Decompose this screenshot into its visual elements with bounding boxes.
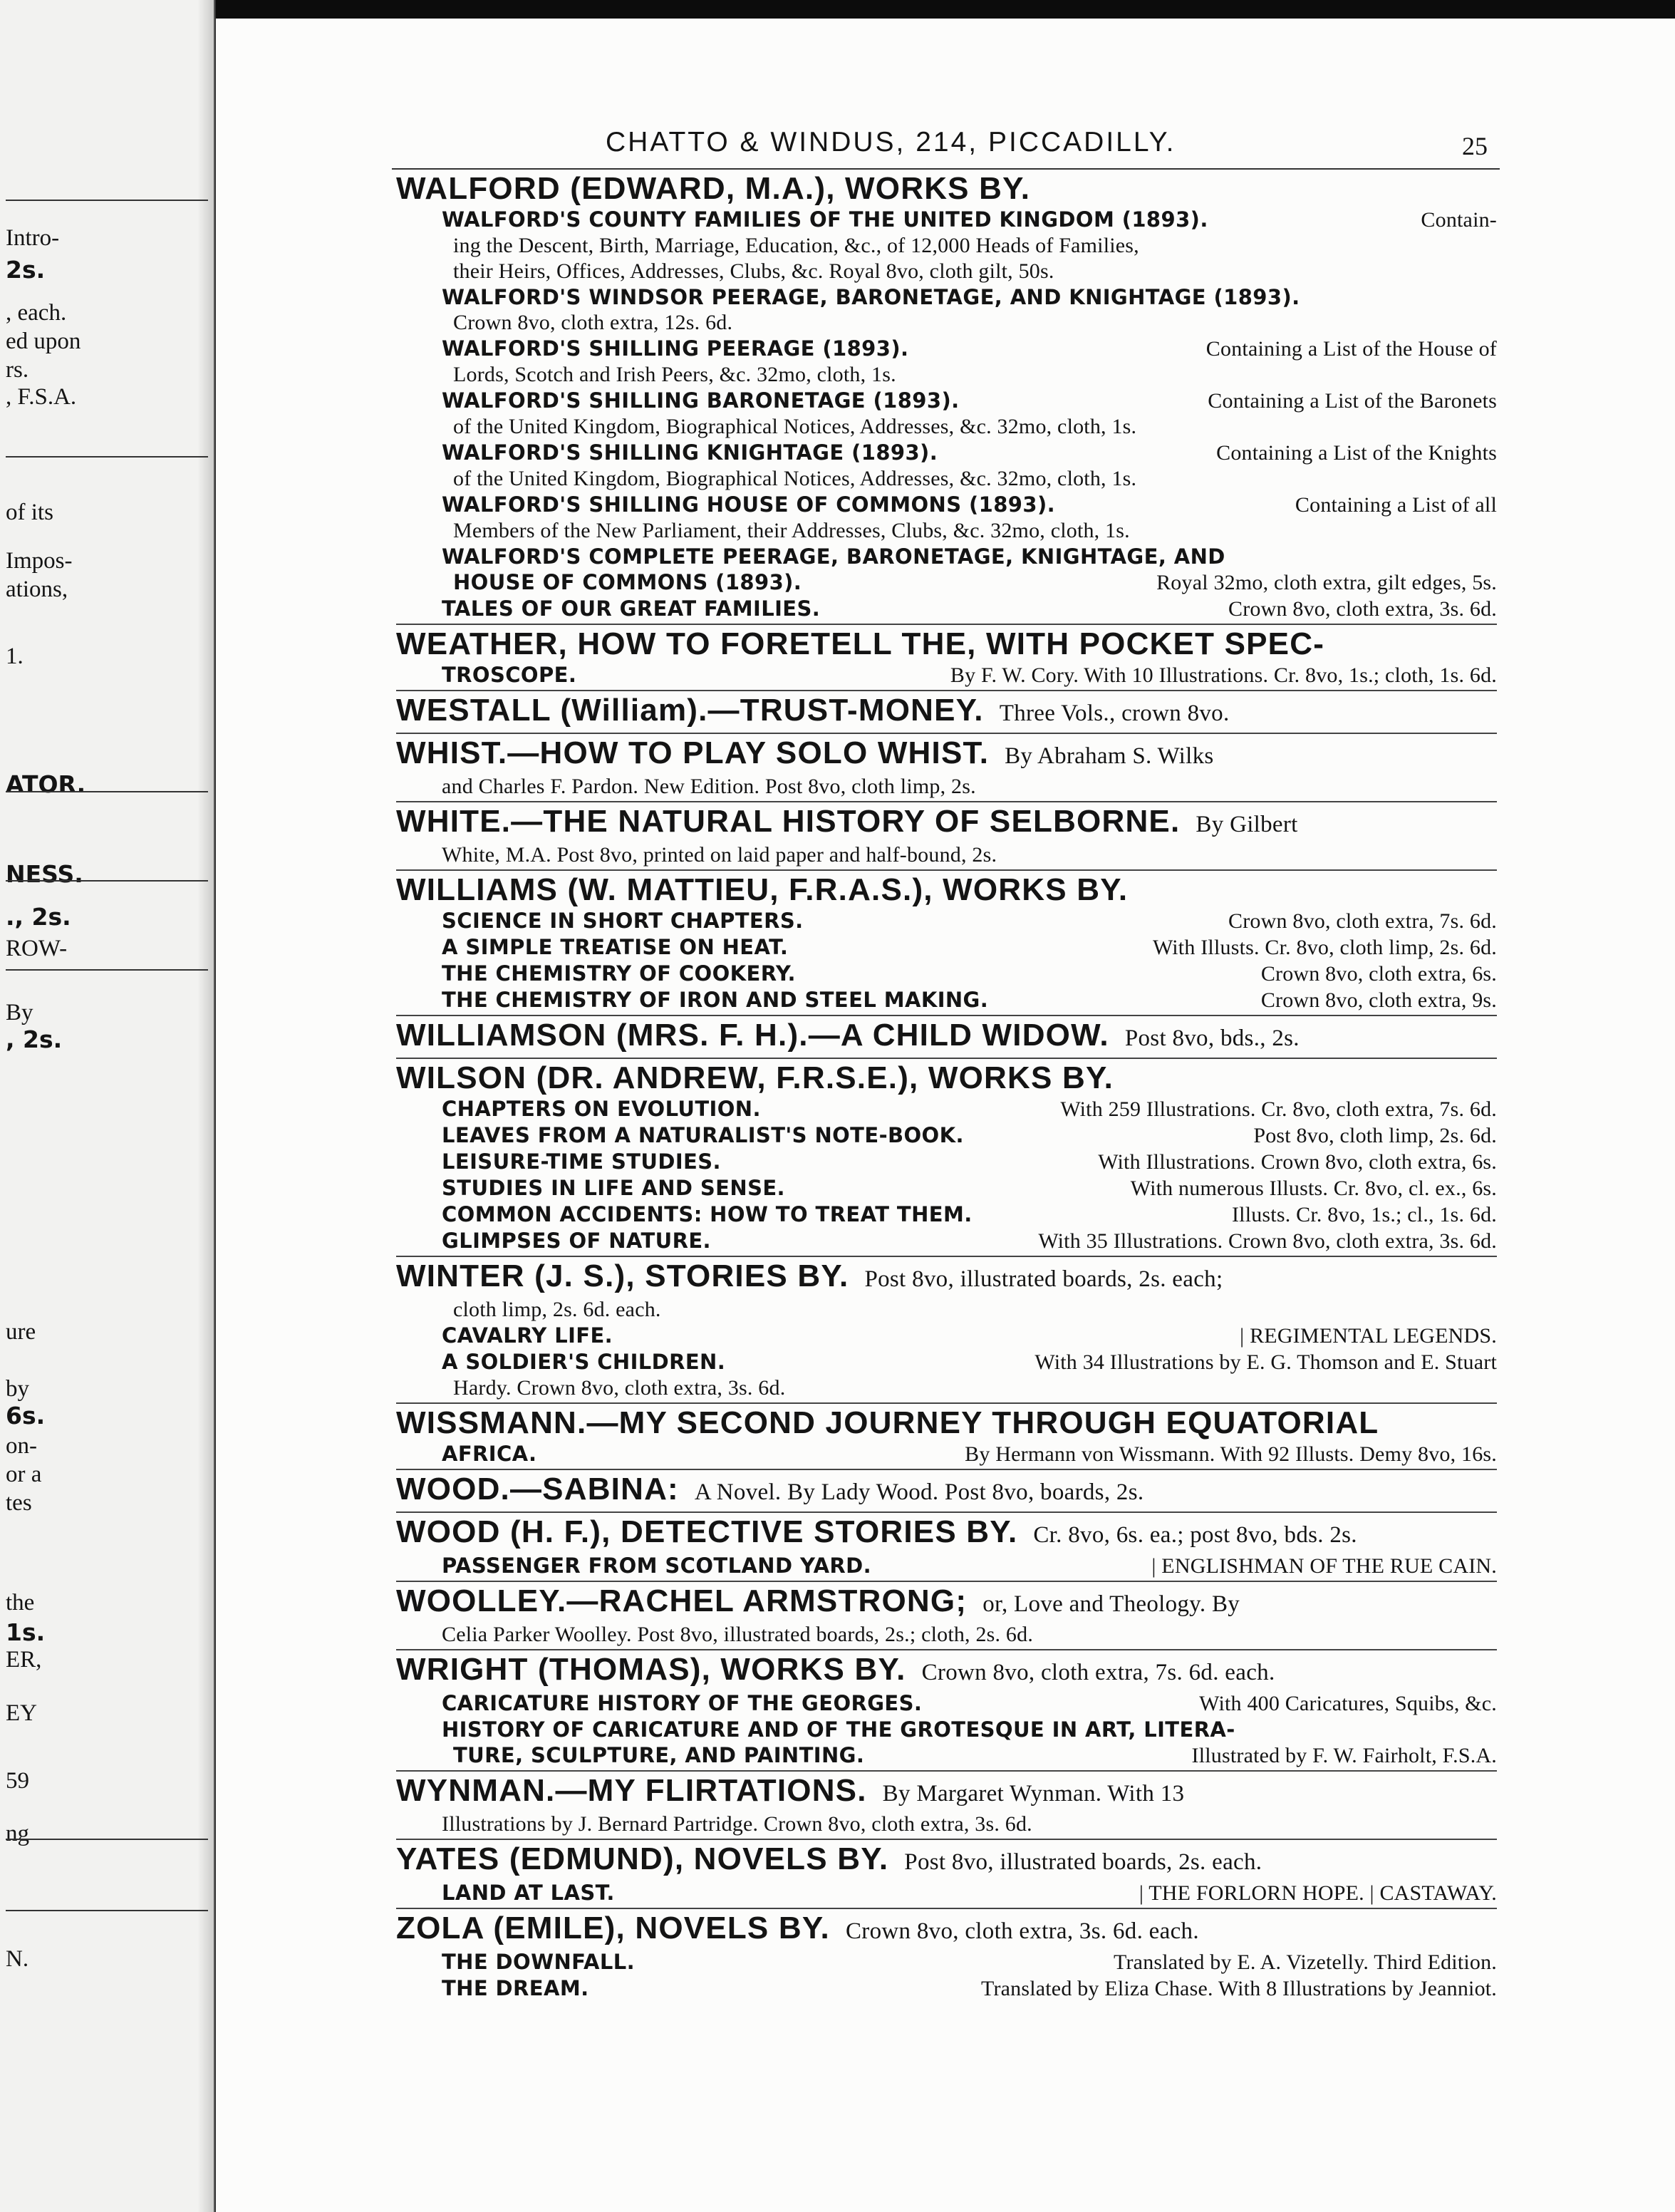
entry-heading [396,1472,1497,1510]
entry-line [396,908,1497,934]
entry-heading-detail: By Abraham S. Wilks [1005,743,1214,769]
book-title: TURE, SCULPTURE, AND PAINTING. [453,1743,865,1767]
catalogue-entry [396,1404,1497,1470]
entry-heading-main: WISSMANN.—MY SECOND JOURNEY THROUGH EQUATORIAL [396,1405,1379,1440]
facing-page-fragment-text: ations, [6,577,68,602]
book-title: THE CHEMISTRY OF COOKERY. [442,961,796,986]
catalogue-entry [396,170,1497,625]
facing-page-fragment [0,0,216,2212]
entry-heading-main: WESTALL (William).—TRUST-MONEY. [396,693,984,728]
facing-page-fragment-text: the [6,1590,35,1616]
entry-line [396,1717,1497,1742]
entry-line [396,1742,1497,1769]
book-description: Hardy. Crown 8vo, cloth extra, 3s. 6d. [453,1376,786,1400]
entry-heading-main: WEATHER, HOW TO FORETELL THE, WITH POCKET SPEC- [396,626,1325,661]
entry-line [396,662,1497,688]
entry-heading-main: WHIST.—HOW TO PLAY SOLO WHIST. [396,735,990,770]
catalogue-entry [396,1257,1497,1404]
entry-line [396,1122,1497,1149]
entry-line [396,259,1497,284]
entry-line [396,1149,1497,1175]
entry-heading [396,735,1497,774]
facing-page-fragment-text: 1s. [6,1618,46,1646]
book-description: their Heirs, Offices, Addresses, Clubs, &c. Royal 8vo, cloth gilt, 50s. [453,259,1054,283]
entry-heading-main: WILLIAMS (W. MATTIEU, F.R.A.S.), WORKS BY. [396,872,1129,907]
book-title: STUDIES IN LIFE AND SENSE. [442,1176,785,1200]
entry-line [396,1375,1497,1401]
facing-page-fragment-text: , each. [6,300,67,326]
entry-line [396,466,1497,492]
book-description: Members of the New Parliament, their Addresses, Clubs, &c. 32mo, cloth, 1s. [453,519,1130,542]
facing-page-fragment-text: ng [6,1821,29,1846]
book-title: WALFORD'S WINDSOR PEERAGE, BARONETAGE, AND KNIGHTAGE (1893). [442,285,1300,309]
book-description: With 400 Caricatures, Squibs, &c. [1199,1692,1497,1715]
facing-page-fragment-text: 6s. [6,1402,46,1430]
book-description: Translated by Eliza Chase. With 8 Illustrations by Jeanniot. [980,1977,1497,2000]
entry-line [396,1880,1497,1906]
facing-page-rule [6,969,208,971]
book-title: LEAVES FROM A NATURALIST'S NOTE-BOOK. [442,1123,964,1147]
book-description: By F. W. Cory. With 10 Illustrations. Cr. 8vo, 1s.; cloth, 1s. 6d. [950,663,1497,687]
catalogue-entry [396,1470,1497,1513]
entry-heading-main: WHITE.—THE NATURAL HISTORY OF SELBORNE. [396,804,1181,839]
book-title: GLIMPSES OF NATURE. [442,1229,711,1253]
entry-line [396,1812,1497,1837]
catalogue-entry [396,1016,1497,1059]
entry-line [396,1441,1497,1467]
facing-page-rule [6,791,208,792]
book-title: TALES OF OUR GREAT FAMILIES. [442,596,821,621]
book-title: WALFORD'S SHILLING HOUSE OF COMMONS (1893). [442,492,1056,517]
book-gutter [214,0,215,2212]
book-description: White, M.A. Post 8vo, printed on laid paper and half-bound, 2s. [442,843,997,867]
book-description: Crown 8vo, cloth extra, 9s. [1260,988,1497,1012]
facing-page-fragment-text: 2s. [6,256,46,284]
book-title: WALFORD'S SHILLING PEERAGE (1893). [442,336,909,361]
book-description: and Charles F. Pardon. New Edition. Post 8vo, cloth limp, 2s. [442,775,976,798]
facing-page-fragment-text: Impos- [6,548,73,574]
page-number: 25 [1462,132,1488,160]
facing-page-fragment-text: 59 [6,1768,29,1794]
entry-heading [396,171,1497,207]
entry-heading-main: WOOD (H. F.), DETECTIVE STORIES BY. [396,1514,1018,1549]
book-title: PASSENGER FROM SCOTLAND YARD. [442,1554,872,1578]
catalogue-entry [396,1840,1497,1909]
entry-heading [396,1583,1497,1622]
book-description: Translated by E. A. Vizetelly. Third Edition. [1114,1950,1497,1974]
book-description: With Illusts. Cr. 8vo, cloth limp, 2s. 6d. [1152,936,1497,959]
facing-page-fragment-text: ed upon [6,329,81,354]
facing-page-rule [6,200,208,201]
facing-page-fragment-text: on- [6,1433,37,1459]
entry-heading [396,1514,1497,1553]
entry-line [396,233,1497,259]
entry-line [396,414,1497,440]
book-description: Contain- [1421,208,1497,232]
facing-page-fragment-text: Intro- [6,225,60,251]
entry-heading [396,626,1497,662]
book-description: Containing a List of the Knights [1216,441,1497,465]
entry-line [396,1349,1497,1375]
entry-heading [396,1911,1497,1949]
entry-heading [396,1405,1497,1441]
entry-heading-detail: or, Love and Theology. By [982,1591,1240,1617]
book-title: CHAPTERS ON EVOLUTION. [442,1097,761,1121]
catalogue-entry [396,871,1497,1016]
entry-line [396,1690,1497,1717]
book-description: Celia Parker Woolley. Post 8vo, illustrated boards, 2s.; cloth, 2s. 6d. [442,1623,1034,1646]
entry-heading-detail: Three Vols., crown 8vo. [999,701,1230,726]
entry-heading [396,1841,1497,1880]
entry-line [396,1096,1497,1122]
entry-heading [396,1018,1497,1056]
book-description: | THE FORLORN HOPE. | CASTAWAY. [1139,1881,1497,1905]
entry-heading-detail: Crown 8vo, cloth extra, 3s. 6d. each. [845,1918,1199,1944]
book-title: WALFORD'S SHILLING BARONETAGE (1893). [442,388,960,413]
book-title: A SOLDIER'S CHILDREN. [442,1350,726,1374]
entry-line [396,1949,1497,1975]
book-description: cloth limp, 2s. 6d. each. [453,1298,661,1321]
book-description: With Illustrations. Crown 8vo, cloth extra, 6s. [1098,1150,1497,1174]
facing-page-rule [6,456,208,458]
entry-heading [396,1773,1497,1812]
book-description: | REGIMENTAL LEGENDS. [1240,1324,1497,1348]
book-title: A SIMPLE TREATISE ON HEAT. [442,935,789,959]
book-title: COMMON ACCIDENTS: HOW TO TREAT THEM. [442,1202,973,1226]
entry-heading-detail: Crown 8vo, cloth extra, 7s. 6d. each. [921,1660,1275,1685]
book-description: Illustrations by J. Bernard Partridge. Crown 8vo, cloth extra, 3s. 6d. [442,1812,1032,1836]
catalogue-entry [396,1650,1497,1772]
book-description: Containing a List of the Baronets [1208,389,1497,413]
facing-page-fragment-text: , F.S.A. [6,384,77,410]
entry-line [396,1622,1497,1648]
entry-heading [396,1259,1497,1297]
entry-heading-detail: Post 8vo, illustrated boards, 2s. each. [904,1849,1262,1875]
facing-page-fragment-text: By [6,1000,33,1025]
entry-heading-main: WINTER (J. S.), STORIES BY. [396,1259,849,1293]
catalogue-entry [396,1772,1497,1840]
catalogue-entry [396,625,1497,691]
entry-line [396,1323,1497,1349]
facing-page-rule [6,1839,208,1840]
entry-line [396,388,1497,414]
entry-line [396,518,1497,544]
facing-page-fragment-text: of its [6,500,53,525]
entry-line [396,774,1497,800]
book-title: HOUSE OF COMMONS (1893). [453,570,802,594]
book-description: Illusts. Cr. 8vo, 1s.; cl., 1s. 6d. [1231,1203,1497,1226]
entry-heading-main: WALFORD (EDWARD, M.A.), WORKS BY. [396,171,1031,206]
facing-page-fragment-text: 1. [6,644,24,669]
catalogue-entry [396,1513,1497,1582]
entry-heading [396,1652,1497,1690]
book-description: of the United Kingdom, Biographical Notices, Addresses, &c. 32mo, cloth, 1s. [453,467,1137,490]
facing-page-fragment-text: rs. [6,357,29,383]
book-description: With numerous Illusts. Cr. 8vo, cl. ex., 6s. [1130,1177,1497,1200]
book-description: ing the Descent, Birth, Marriage, Education, &c., of 12,000 Heads of Families, [453,234,1139,257]
facing-page-fragment-text: , 2s. [6,1025,63,1053]
entry-line [396,1228,1497,1254]
scan-top-edge [0,0,1675,19]
facing-page-fragment-text: or a [6,1462,42,1487]
facing-page-fragment-text: ER, [6,1647,42,1673]
book-title: LEISURE-TIME STUDIES. [442,1149,721,1174]
entry-line [396,336,1497,362]
entry-line [396,569,1497,596]
entry-heading-main: WOOLLEY.—RACHEL ARMSTRONG; [396,1583,968,1618]
book-description: Containing a List of the House of [1205,337,1497,361]
book-title: THE CHEMISTRY OF IRON AND STEEL MAKING. [442,988,989,1012]
entry-line [396,961,1497,987]
running-head: CHATTO & WINDUS, 214, PICCADILLY. [606,127,1176,157]
book-title: TROSCOPE. [442,663,577,687]
entry-heading [396,804,1497,842]
entry-heading [396,693,1497,731]
catalogue-entry [396,802,1497,871]
entry-heading-detail: A Novel. By Lady Wood. Post 8vo, boards, 2s. [694,1479,1144,1505]
entry-line [396,1975,1497,2002]
entry-heading-main: YATES (EDMUND), NOVELS BY. [396,1841,889,1876]
entry-line [396,934,1497,961]
entry-heading-detail: By Margaret Wynman. With 13 [882,1781,1185,1807]
book-description: of the United Kingdom, Biographical Notices, Addresses, &c. 32mo, cloth, 1s. [453,415,1137,438]
entry-line [396,987,1497,1013]
entry-line [396,544,1497,569]
book-title: CARICATURE HISTORY OF THE GEORGES. [442,1691,923,1715]
facing-page-rule [6,1910,208,1911]
book-title: HISTORY OF CARICATURE AND OF THE GROTESQUE IN ART, LITERA- [442,1717,1235,1742]
facing-page-fragment-text: N. [6,1946,29,1972]
entry-line [396,1201,1497,1228]
book-description: With 34 Illustrations by E. G. Thomson and E. Stuart [1034,1350,1497,1374]
facing-page-fragment-text: ure [6,1319,36,1345]
catalogue-entry [396,1582,1497,1650]
book-description: Royal 32mo, cloth extra, gilt edges, 5s. [1156,571,1497,594]
book-description: By Hermann von Wissmann. With 92 Illusts. Demy 8vo, 16s. [965,1442,1497,1466]
catalogue-entries [396,170,1497,2003]
facing-page-fragment-text: tes [6,1490,32,1516]
entry-line [396,842,1497,868]
book-description: Lords, Scotch and Irish Peers, &c. 32mo, cloth, 1s. [453,363,896,386]
entry-line [396,596,1497,622]
book-title: THE DREAM. [442,1976,589,2000]
book-description: Crown 8vo, cloth extra, 7s. 6d. [1228,909,1497,933]
book-description: Crown 8vo, cloth extra, 6s. [1260,962,1497,986]
entry-heading [396,872,1497,908]
book-title: SCIENCE IN SHORT CHAPTERS. [442,909,804,933]
book-description: With 35 Illustrations. Crown 8vo, cloth extra, 3s. 6d. [1038,1229,1497,1253]
entry-heading-detail: Post 8vo, illustrated boards, 2s. each; [864,1266,1223,1292]
entry-heading-main: WYNMAN.—MY FLIRTATIONS. [396,1773,867,1808]
facing-page-fragment-text: ATOR. [6,770,86,798]
book-description: Post 8vo, cloth limp, 2s. 6d. [1253,1124,1497,1147]
entry-line [396,1175,1497,1201]
facing-page-fragment-text: NESS. [6,860,83,888]
book-title: THE DOWNFALL. [442,1950,636,1974]
book-description: Illustrated by F. W. Fairholt, F.S.A. [1191,1744,1497,1767]
entry-heading-main: WILSON (DR. ANDREW, F.R.S.E.), WORKS BY. [396,1060,1114,1095]
book-title: LAND AT LAST. [442,1881,615,1905]
entry-heading-detail: Post 8vo, bds., 2s. [1124,1025,1300,1051]
book-title: WALFORD'S COMPLETE PEERAGE, BARONETAGE, KNIGHTAGE, AND [442,544,1225,569]
entry-heading-detail: By Gilbert [1196,812,1298,837]
book-title: AFRICA. [442,1442,537,1466]
book-description: | ENGLISHMAN OF THE RUE CAIN. [1151,1554,1497,1578]
catalogue-entry [396,1059,1497,1257]
entry-line [396,310,1497,336]
entry-line [396,207,1497,233]
entry-line [396,1553,1497,1579]
book-description: Crown 8vo, cloth extra, 3s. 6d. [1228,597,1497,621]
entry-line [396,1297,1497,1323]
facing-page-rule [6,880,208,882]
entry-line [396,440,1497,466]
book-description: Crown 8vo, cloth extra, 12s. 6d. [453,311,733,334]
facing-page-fragment-text: by [6,1376,29,1402]
facing-page-fragment-text: ROW- [6,936,68,961]
book-description: With 259 Illustrations. Cr. 8vo, cloth extra, 7s. 6d. [1060,1097,1497,1121]
entry-heading-main: WILLIAMSON (MRS. F. H.).—A CHILD WIDOW. [396,1018,1109,1053]
entry-heading-main: WRIGHT (THOMAS), WORKS BY. [396,1652,906,1687]
catalogue-entry [396,1909,1497,2003]
entry-line [396,284,1497,310]
entry-heading-main: ZOLA (EMILE), NOVELS BY. [396,1911,830,1945]
entry-line [396,492,1497,518]
entry-line [396,362,1497,388]
entry-heading-detail: Cr. 8vo, 6s. ea.; post 8vo, bds. 2s. [1033,1522,1357,1548]
book-description: Containing a List of all [1295,493,1497,517]
catalogue-entry [396,691,1497,734]
book-title: WALFORD'S SHILLING KNIGHTAGE (1893). [442,440,938,465]
book-title: WALFORD'S COUNTY FAMILIES OF THE UNITED KINGDOM (1893). [442,207,1208,232]
facing-page-fragment-text: EY [6,1700,37,1726]
facing-page-fragment-text: ., 2s. [6,903,71,931]
entry-heading [396,1060,1497,1096]
entry-heading-main: WOOD.—SABINA: [396,1472,679,1506]
book-title: CAVALRY LIFE. [442,1323,613,1348]
catalogue-entry [396,734,1497,802]
